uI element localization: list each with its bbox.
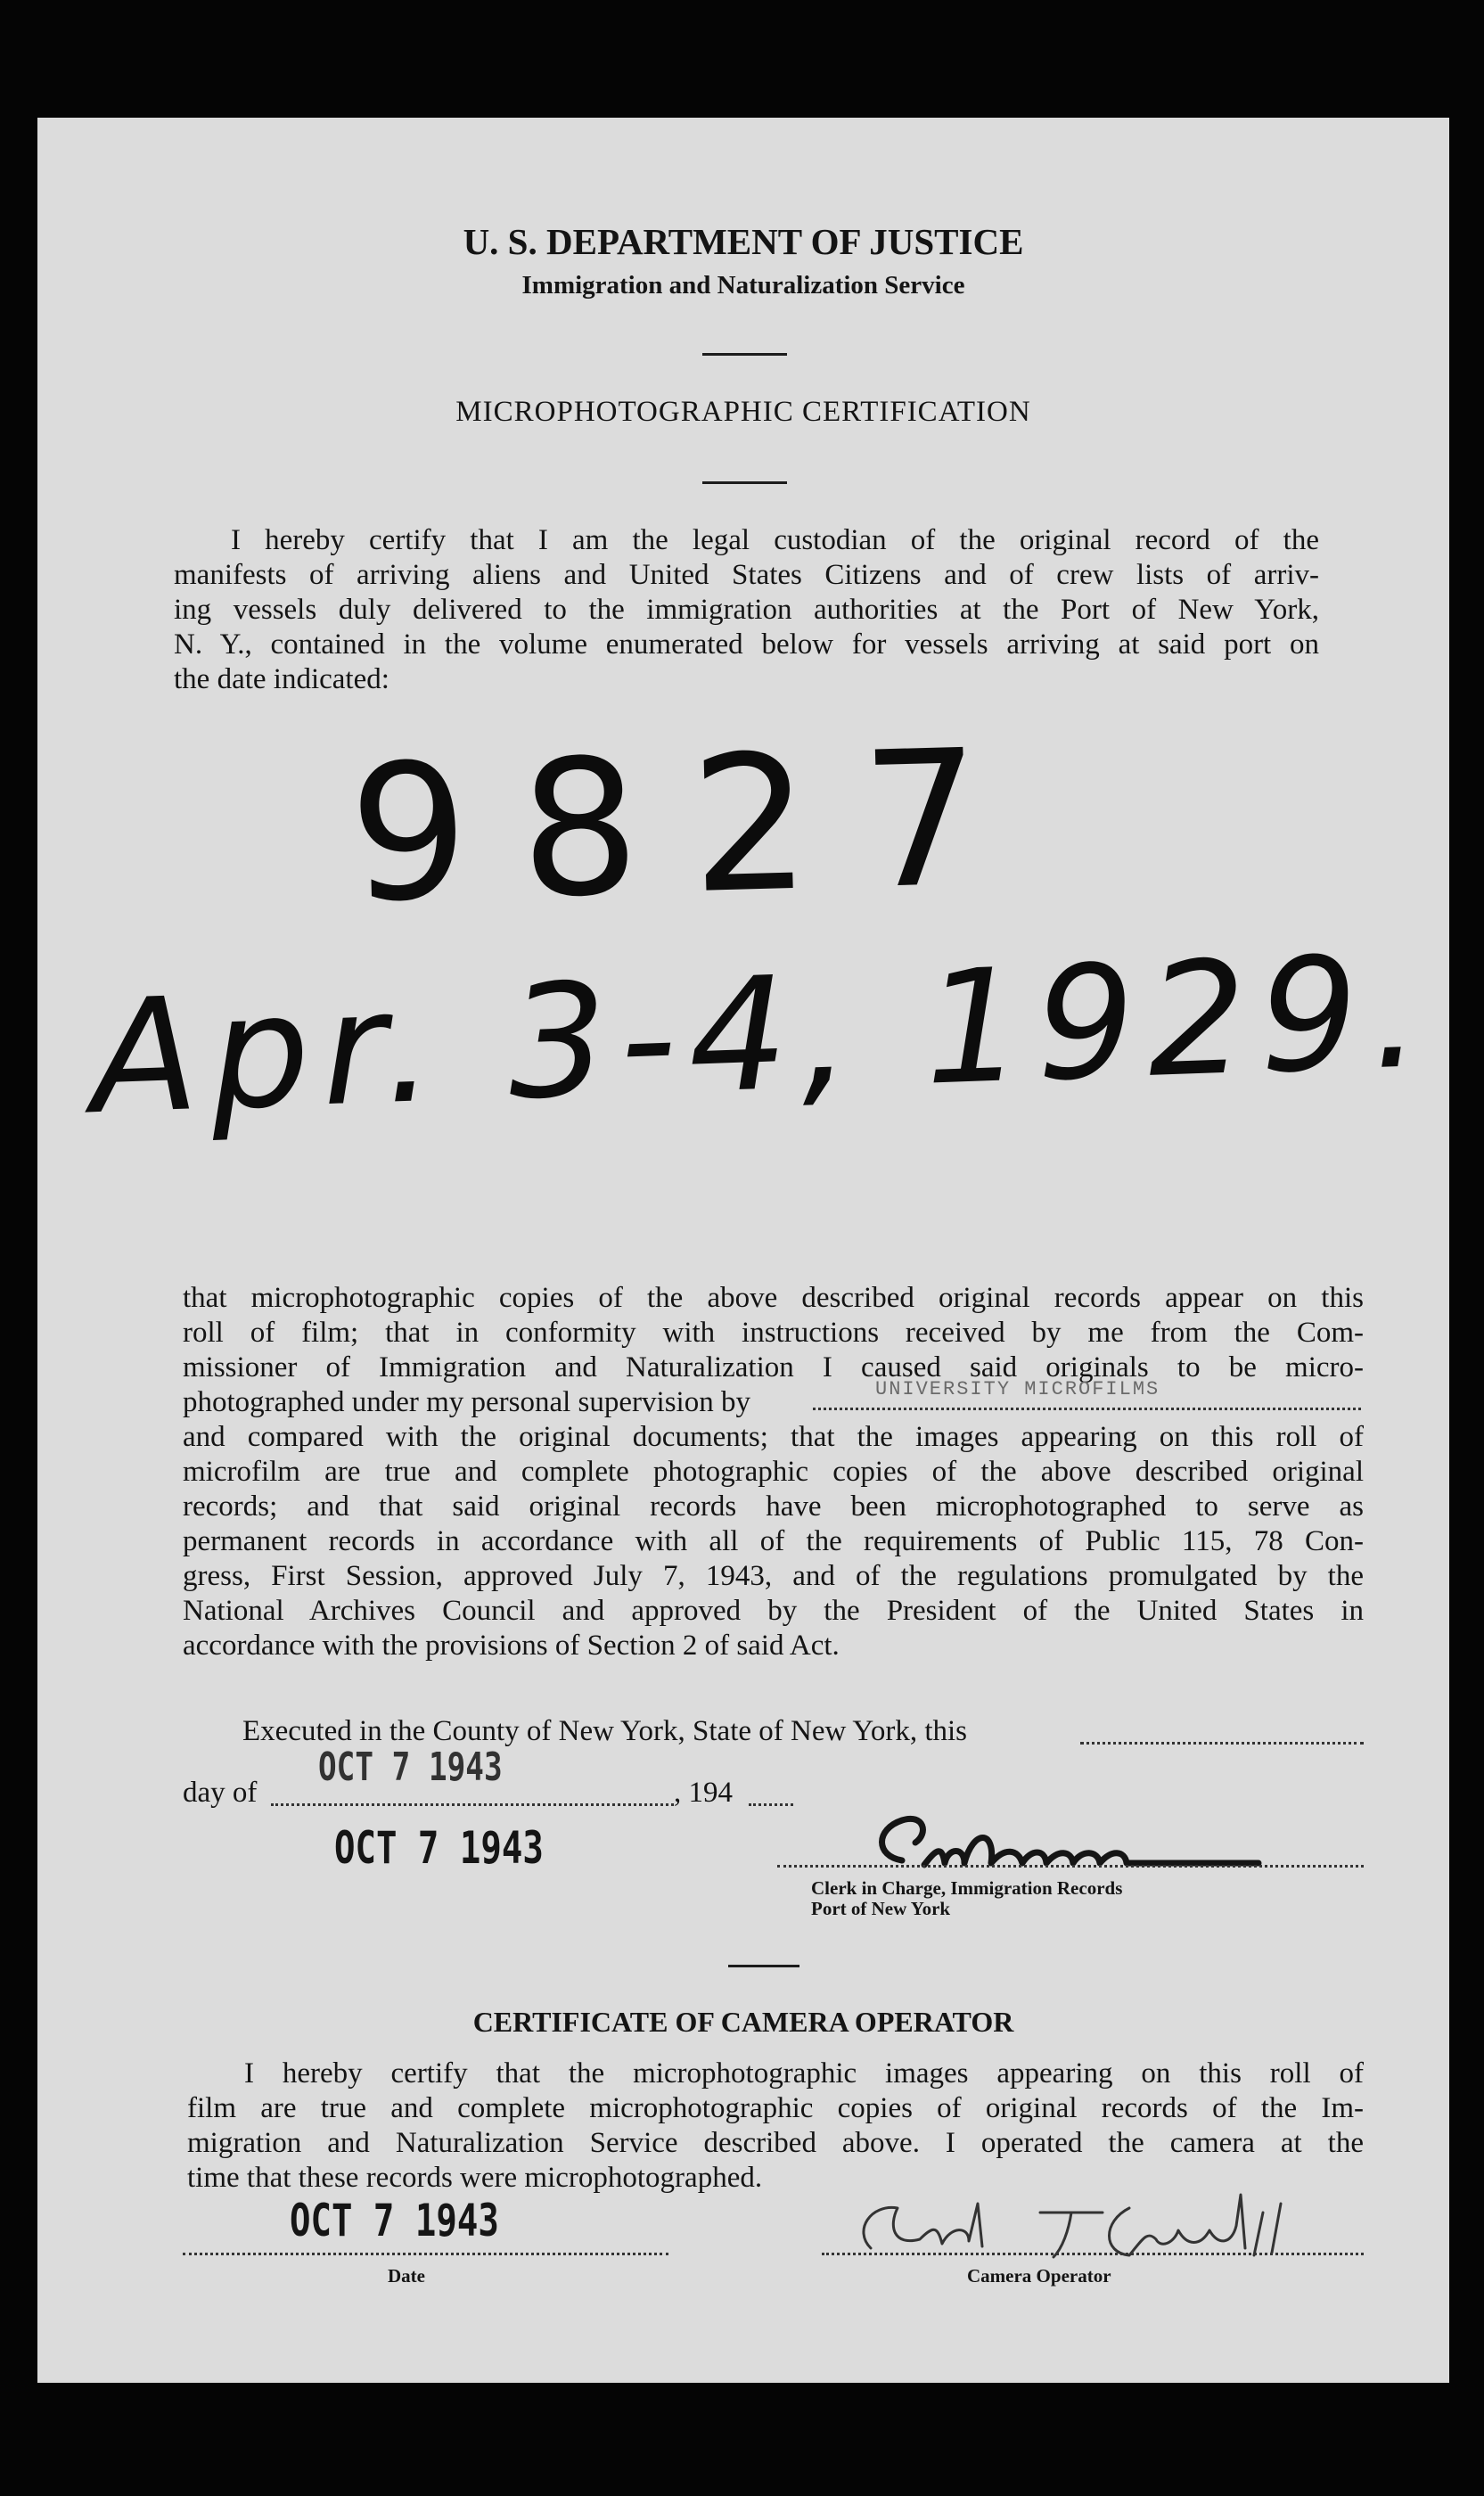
camera-date-stamp: OCT 7 1943: [290, 2195, 499, 2246]
body-line: gress, First Session, approved July 7, 1943, and of the regulations promulgated by the: [183, 1560, 1364, 1592]
intro-line: I hereby certify that I am the legal custodian of the original record of the: [231, 524, 1319, 556]
body-line: and compared with the original documents; that the images appearing on this roll of: [183, 1421, 1364, 1453]
body-line: records; and that said original records have been microphotographed to serve as: [183, 1490, 1364, 1523]
department-heading: U. S. DEPARTMENT OF JUSTICE: [463, 221, 1024, 262]
body-line: that microphotographic copies of the above described original records appear on this: [183, 1282, 1364, 1314]
intro-line: manifests of arriving aliens and United States Citizens and of crew lists of arriv-: [174, 559, 1319, 591]
body-line: permanent records in accordance with all of the requirements of Public 115, 78 Con-: [183, 1525, 1364, 1557]
camera-certificate-paragraph: [187, 2057, 1364, 2196]
camera-line: migration and Naturalization Service described above. I operated the camera at the: [187, 2127, 1364, 2159]
clerk-port: Port of New York: [811, 1898, 951, 1919]
handwritten-date: Apr. 3-4, 1929.: [87, 921, 1437, 1150]
camera-line: time that these records were microphotographed.: [187, 2162, 763, 2194]
body-line: roll of film; that in conformity with instructions received by me from the Com-: [183, 1317, 1364, 1349]
body-line: photographed under my personal supervision by: [183, 1386, 750, 1418]
microfilm-company-line: [813, 1408, 1361, 1410]
day-of-label: day of: [183, 1777, 258, 1809]
executed-day-line: [1080, 1742, 1364, 1745]
clerk-title: Clerk in Charge, Immigration Records: [811, 1877, 1123, 1899]
body-paragraph: [183, 1281, 1364, 1663]
executed-line-text: Executed in the County of New York, State of New York, this: [242, 1715, 968, 1747]
camera-operator-line: [822, 2253, 1364, 2255]
certificate-page: [37, 118, 1449, 2383]
camera-line: I hereby certify that the microphotographic images appearing on this roll of: [244, 2057, 1364, 2090]
clerk-signature-line: [777, 1865, 1364, 1868]
body-line-supervision: [183, 1385, 1364, 1420]
body-line: National Archives Council and approved by the President of the United States in: [183, 1595, 1364, 1627]
date-stamp: OCT 7 1943: [334, 1822, 544, 1874]
camera-operator-signature: [835, 2177, 1388, 2275]
camera-certificate-heading: CERTIFICATE OF CAMERA OPERATOR: [472, 2006, 1014, 2038]
date-stamp-faint: OCT 7 1943: [318, 1745, 503, 1790]
camera-operator-label: Camera Operator: [967, 2265, 1111, 2287]
date-label: Date: [388, 2265, 425, 2287]
body-line: microfilm are true and complete photographic copies of the above described original: [183, 1456, 1364, 1488]
service-subheading: Immigration and Naturalization Service: [521, 271, 965, 300]
year-prefix: , 194: [674, 1777, 733, 1809]
camera-line: film are true and complete microphotographic copies of original records of the Im-: [187, 2092, 1364, 2124]
day-of-line: [271, 1803, 674, 1806]
microfilm-company-typed: UNIVERSITY MICROFILMS: [875, 1378, 1160, 1400]
intro-line: N. Y., contained in the volume enumerated below for vessels arriving at said port on: [174, 628, 1319, 661]
section-divider: [728, 1965, 799, 1967]
header-divider-top: [702, 353, 787, 356]
intro-line: ing vessels duly delivered to the immigration authorities at the Port of New York,: [174, 594, 1319, 626]
intro-line: the date indicated:: [174, 663, 389, 695]
body-line: accordance with the provisions of Section 2 of said Act.: [183, 1630, 840, 1662]
header-divider-bottom: [702, 481, 787, 484]
intro-paragraph: [174, 523, 1319, 697]
certification-title: MICROPHOTOGRAPHIC CERTIFICATION: [455, 396, 1031, 428]
camera-date-line: [183, 2253, 668, 2255]
body-line: missioner of Immigration and Naturalization I caused said originals to be micro-: [183, 1351, 1364, 1383]
handwritten-volume-number: 9827: [346, 708, 1036, 944]
year-line: [749, 1803, 793, 1806]
